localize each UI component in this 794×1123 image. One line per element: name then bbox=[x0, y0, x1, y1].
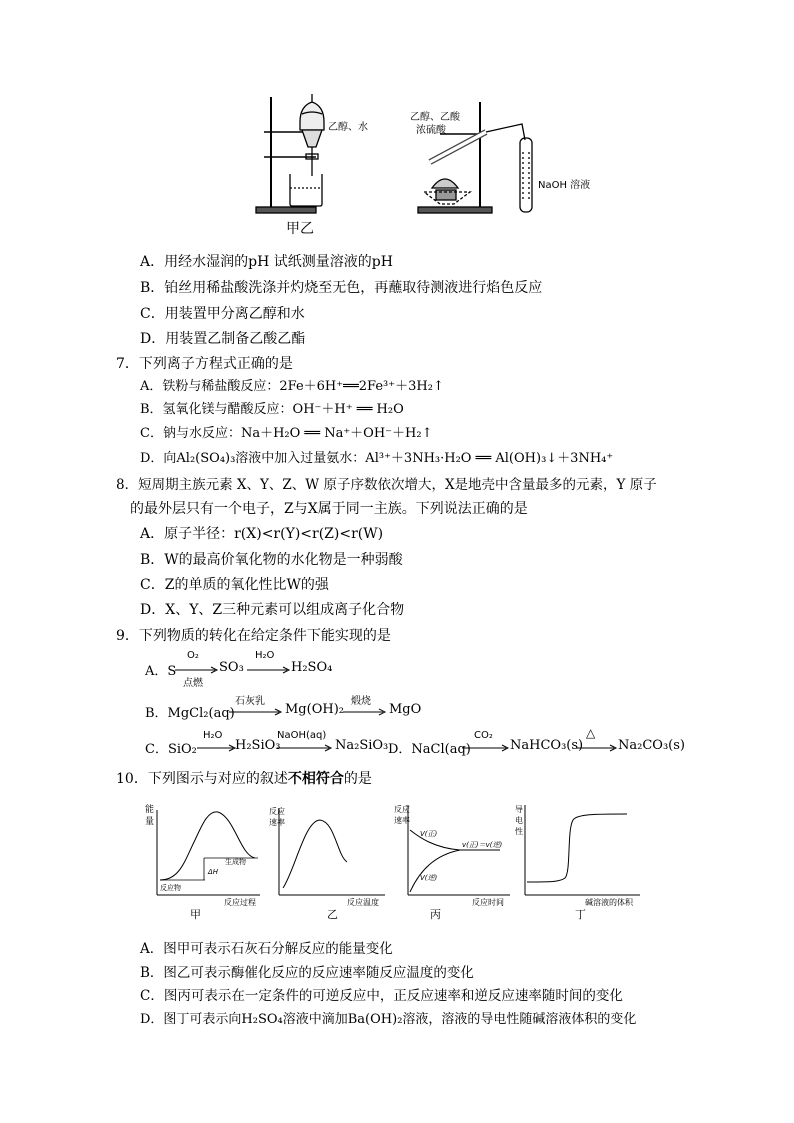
q9b-end: MgO bbox=[389, 702, 422, 717]
q9d-mid: NaHCO₃(s) bbox=[510, 738, 584, 753]
q10-option-a: A．图甲可表示石灰石分解反应的能量变化 bbox=[140, 941, 393, 957]
q9b-arrow1 bbox=[229, 708, 283, 716]
yi-reagents-label-1: 乙醇、乙酸 bbox=[410, 112, 460, 123]
graph-bing-v-reverse: V(逆) bbox=[420, 874, 438, 882]
q9c-above1: H₂O bbox=[203, 730, 223, 741]
apparatus-jia bbox=[256, 94, 324, 213]
q10-stem-suffix: 的是 bbox=[343, 771, 372, 787]
yi-naoh-label: NaOH 溶液 bbox=[538, 180, 591, 191]
q9-option-a bbox=[145, 652, 405, 688]
q9b-arrow2 bbox=[343, 708, 387, 716]
q9a-above1: O₂ bbox=[187, 650, 199, 661]
q6-option-a: A．用经水湿润的pH 试纸测量溶液的pH bbox=[140, 254, 393, 270]
graph-bing-y-label: 反应 bbox=[394, 805, 410, 814]
graph-jia-reactant: 反应物 bbox=[160, 884, 181, 892]
q9-stem: 9．下列物质的转化在给定条件下能实现的是 bbox=[116, 628, 391, 644]
graph-ding bbox=[515, 800, 645, 920]
graph-jia-caption: 甲 bbox=[190, 908, 201, 921]
q10-stem-bold: 不相符合 bbox=[287, 771, 344, 787]
graph-ding-x-label: 碱溶液的体积 bbox=[585, 898, 633, 907]
graph-jia-y-label-2: 量 bbox=[145, 817, 155, 827]
q10-option-c: C．图丙可表示在一定条件的可逆反应中，正反应速率和逆反应速率随时间的变化 bbox=[140, 988, 623, 1004]
q8-option-d: D．X、Y、Z三种元素可以组成离子化合物 bbox=[140, 602, 405, 618]
q9a-arrow2 bbox=[247, 666, 291, 674]
q9c-mid: H₂SiO₃ bbox=[235, 738, 281, 753]
q9a-above2: H₂O bbox=[255, 650, 275, 661]
graph-ding-caption: 丁 bbox=[575, 908, 586, 921]
graph-jia-product: 生成物 bbox=[225, 858, 246, 866]
q10-option-b: B．图乙可表示酶催化反应的反应速率随反应温度的变化 bbox=[140, 965, 474, 981]
q7-option-d: D．向Al₂(SO₄)₃溶液中加入过量氨水：Al³⁺＋3NH₃·H₂O ══ Al(OH)₃↓＋3NH₄⁺ bbox=[140, 451, 614, 466]
jia-liquid-label: 乙醇、水 bbox=[328, 122, 368, 133]
q9b-mid: Mg(OH)₂ bbox=[285, 702, 344, 717]
q9a-below1: 点燃 bbox=[183, 678, 203, 689]
q7-option-c: C．钠与水反应：Na＋H₂O ══ Na⁺＋OH⁻＋H₂↑ bbox=[140, 426, 433, 441]
q9c-arrow2 bbox=[277, 744, 333, 752]
q10-option-d: D．图丁可表示向H₂SO₄溶液中滴加Ba(OH)₂溶液，溶液的导电性随碱溶液体积的变化 bbox=[140, 1012, 637, 1027]
yi-reagents-label-2: 浓硫酸 bbox=[416, 125, 446, 136]
q9b-above2: 煅烧 bbox=[351, 696, 371, 707]
graph-jia-dh: ΔH bbox=[208, 868, 219, 876]
graph-bing-equal: v(正)＝v(逆) bbox=[462, 841, 503, 849]
q9d-arrow2 bbox=[576, 744, 618, 752]
q9-option-b bbox=[145, 692, 445, 722]
q9b-prefix: B．MgCl₂(aq) bbox=[145, 706, 235, 721]
q10-stem-prefix: 10．下列图示与对应的叙述 bbox=[116, 771, 288, 787]
graph-bing-y-label-2: 速率 bbox=[394, 816, 410, 825]
graph-bing-caption: 丙 bbox=[430, 908, 441, 921]
q9c-prefix: C．SiO₂ bbox=[145, 742, 197, 757]
q9a-mid: SO₃ bbox=[219, 660, 244, 675]
graph-yi-caption: 乙 bbox=[327, 908, 338, 921]
graph-yi-y-label-2: 速率 bbox=[269, 818, 285, 827]
q8-option-a: A．原子半径：r(X)<r(Y)<r(Z)<r(W) bbox=[140, 526, 384, 542]
graph-jia-y-label: 能 bbox=[145, 805, 155, 815]
q9c-arrow1 bbox=[197, 744, 237, 752]
q9d-arrow1 bbox=[462, 744, 510, 752]
graph-yi-x-label: 反应温度 bbox=[347, 898, 379, 907]
q6-option-b: B．铂丝用稀盐酸洗涤并灼烧至无色，再蘸取待测液进行焰色反应 bbox=[140, 280, 543, 296]
q10-stem bbox=[116, 770, 372, 788]
q6-option-d: D．用装置乙制备乙酸乙酯 bbox=[140, 331, 306, 347]
graph-ding-y-label-2: 电 bbox=[515, 816, 523, 825]
graph-yi bbox=[265, 800, 390, 920]
q7-option-a: A．铁粉与稀盐酸反应：2Fe＋6H⁺══2Fe³⁺＋3H₂↑ bbox=[140, 379, 444, 394]
q9b-above1: 石灰乳 bbox=[235, 696, 265, 707]
graph-yi-y-label: 反应 bbox=[269, 807, 285, 816]
q8-stem-line1: 8．短周期主族元素 X、Y、Z、W 原子序数依次增大，X是地壳中含量最多的元素，Y 原子 bbox=[116, 477, 657, 493]
q8-stem-line2: 的最外层只有一个电子，Z与X属于同一主族。下列说法正确的是 bbox=[130, 501, 528, 517]
graph-bing-x-label: 反应时间 bbox=[472, 898, 504, 907]
apparatus-caption: 甲乙 bbox=[286, 221, 314, 237]
q9d-above2: △ bbox=[586, 726, 596, 740]
graph-ding-y-label-3: 性 bbox=[515, 827, 523, 836]
q9a-arrow1 bbox=[175, 666, 219, 674]
q9a-prefix: A．S bbox=[145, 664, 177, 679]
q7-stem: 7．下列离子方程式正确的是 bbox=[116, 356, 293, 372]
q9a-end: H₂SO₄ bbox=[291, 660, 333, 675]
q6-option-c: C．用装置甲分离乙醇和水 bbox=[140, 306, 305, 322]
graph-jia bbox=[140, 800, 265, 920]
graph-jia-x-label: 反应过程 bbox=[224, 898, 256, 907]
q9d-end: Na₂CO₃(s) bbox=[618, 738, 685, 753]
graph-ding-y-label-1: 导 bbox=[515, 805, 523, 814]
q9-option-c bbox=[145, 730, 389, 757]
q7-option-b: B．氢氧化镁与醋酸反应：OH⁻＋H⁺ ══ H₂O bbox=[140, 402, 404, 417]
q9c-end: Na₂SiO₃ bbox=[335, 738, 389, 753]
q8-option-c: C．Z的单质的氧化性比W的强 bbox=[140, 577, 329, 593]
q8-option-b: B．W的最高价氧化物的水化物是一种弱酸 bbox=[140, 552, 403, 568]
q9c-above2: NaOH(aq) bbox=[277, 730, 327, 741]
q9d-prefix: D．NaCl(aq) bbox=[388, 742, 471, 757]
graph-bing-v-forward: V(正) bbox=[420, 830, 438, 838]
graph-bing bbox=[390, 800, 515, 920]
apparatus-figure bbox=[240, 92, 591, 222]
q9-option-d bbox=[388, 726, 685, 757]
q9d-above1: CO₂ bbox=[474, 730, 493, 741]
